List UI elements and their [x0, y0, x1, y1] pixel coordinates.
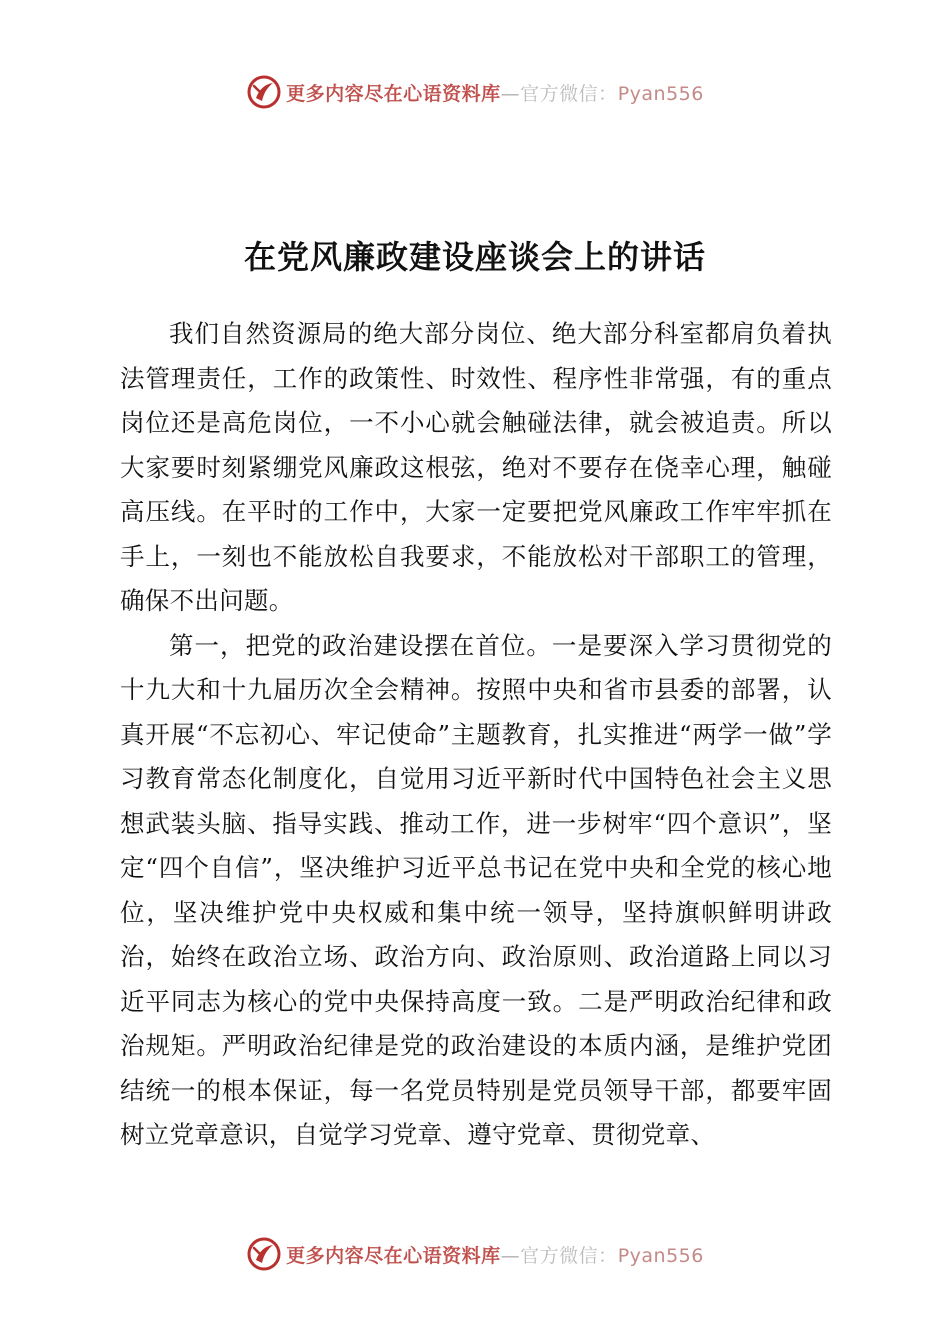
footer-separator: — [500, 1244, 521, 1267]
document-title: 在党风廉政建设座谈会上的讲话 [243, 238, 706, 276]
footer-wechat-handle: Pyan556 [617, 1244, 704, 1267]
body-paragraph-2: 第一，把党的政治建设摆在首位。一是要深入学习贯彻党的十九大和十九届历次全会精神。按照中央和省市县委的部署，认真开展“不忘初心、牢记使命”主题教育，扎实推进“两学一做”学习教育常态化制度化，自觉用习近平新时代中国特色社会主义思想武装头脑、指导实践、推动工作，进一步树牢“四个意识”，坚定“四个自信”，坚决维护习近平总书记在党中央和全党的核心地位，坚决维护党中央权威和集中统一领导，坚持旗帜鲜明讲政治，始终在政治立场、政治方向、政治原则、政治道路上同以习近平同志为核心的党中央保持高度一致。二是严明政治纪律和政治规矩。严明政治纪律是党的政治建设的本质内涵，是维护党团结统一的根本保证，每一名党员特别是党员领导干部，都要牢固树立党章意识，自觉学习党章、遵守党章、贯彻党章、 [120, 630, 832, 1149]
footer-wechat-label: 官方微信： [520, 1244, 618, 1267]
brand-logo-icon [246, 74, 282, 110]
brand-logo-icon [246, 1236, 282, 1272]
header-wechat-handle: Pyan556 [617, 82, 704, 105]
header-watermark-banner [0, 70, 950, 114]
header-wechat-label: 官方微信： [520, 82, 618, 105]
header-separator: — [500, 82, 521, 105]
document-body [120, 312, 832, 1158]
footer-watermark-banner [0, 1232, 950, 1276]
header-brand-text: 更多内容尽在心语资料库 [286, 82, 501, 105]
footer-brand-text: 更多内容尽在心语资料库 [286, 1244, 501, 1267]
body-paragraph-1: 我们自然资源局的绝大部分岗位、绝大部分科室都肩负着执法管理责任，工作的政策性、时效性、程序性非常强，有的重点岗位还是高危岗位，一不小心就会触碰法律，就会被追责。所以大家要时刻紧绷党风廉政这根弦，绝对不要存在侥幸心理，触碰高压线。在平时的工作中，大家一定要把党风廉政工作牢牢抓在手上，一刻也不能放松自我要求，不能放松对干部职工的管理，确保不出问题。 [120, 319, 832, 615]
